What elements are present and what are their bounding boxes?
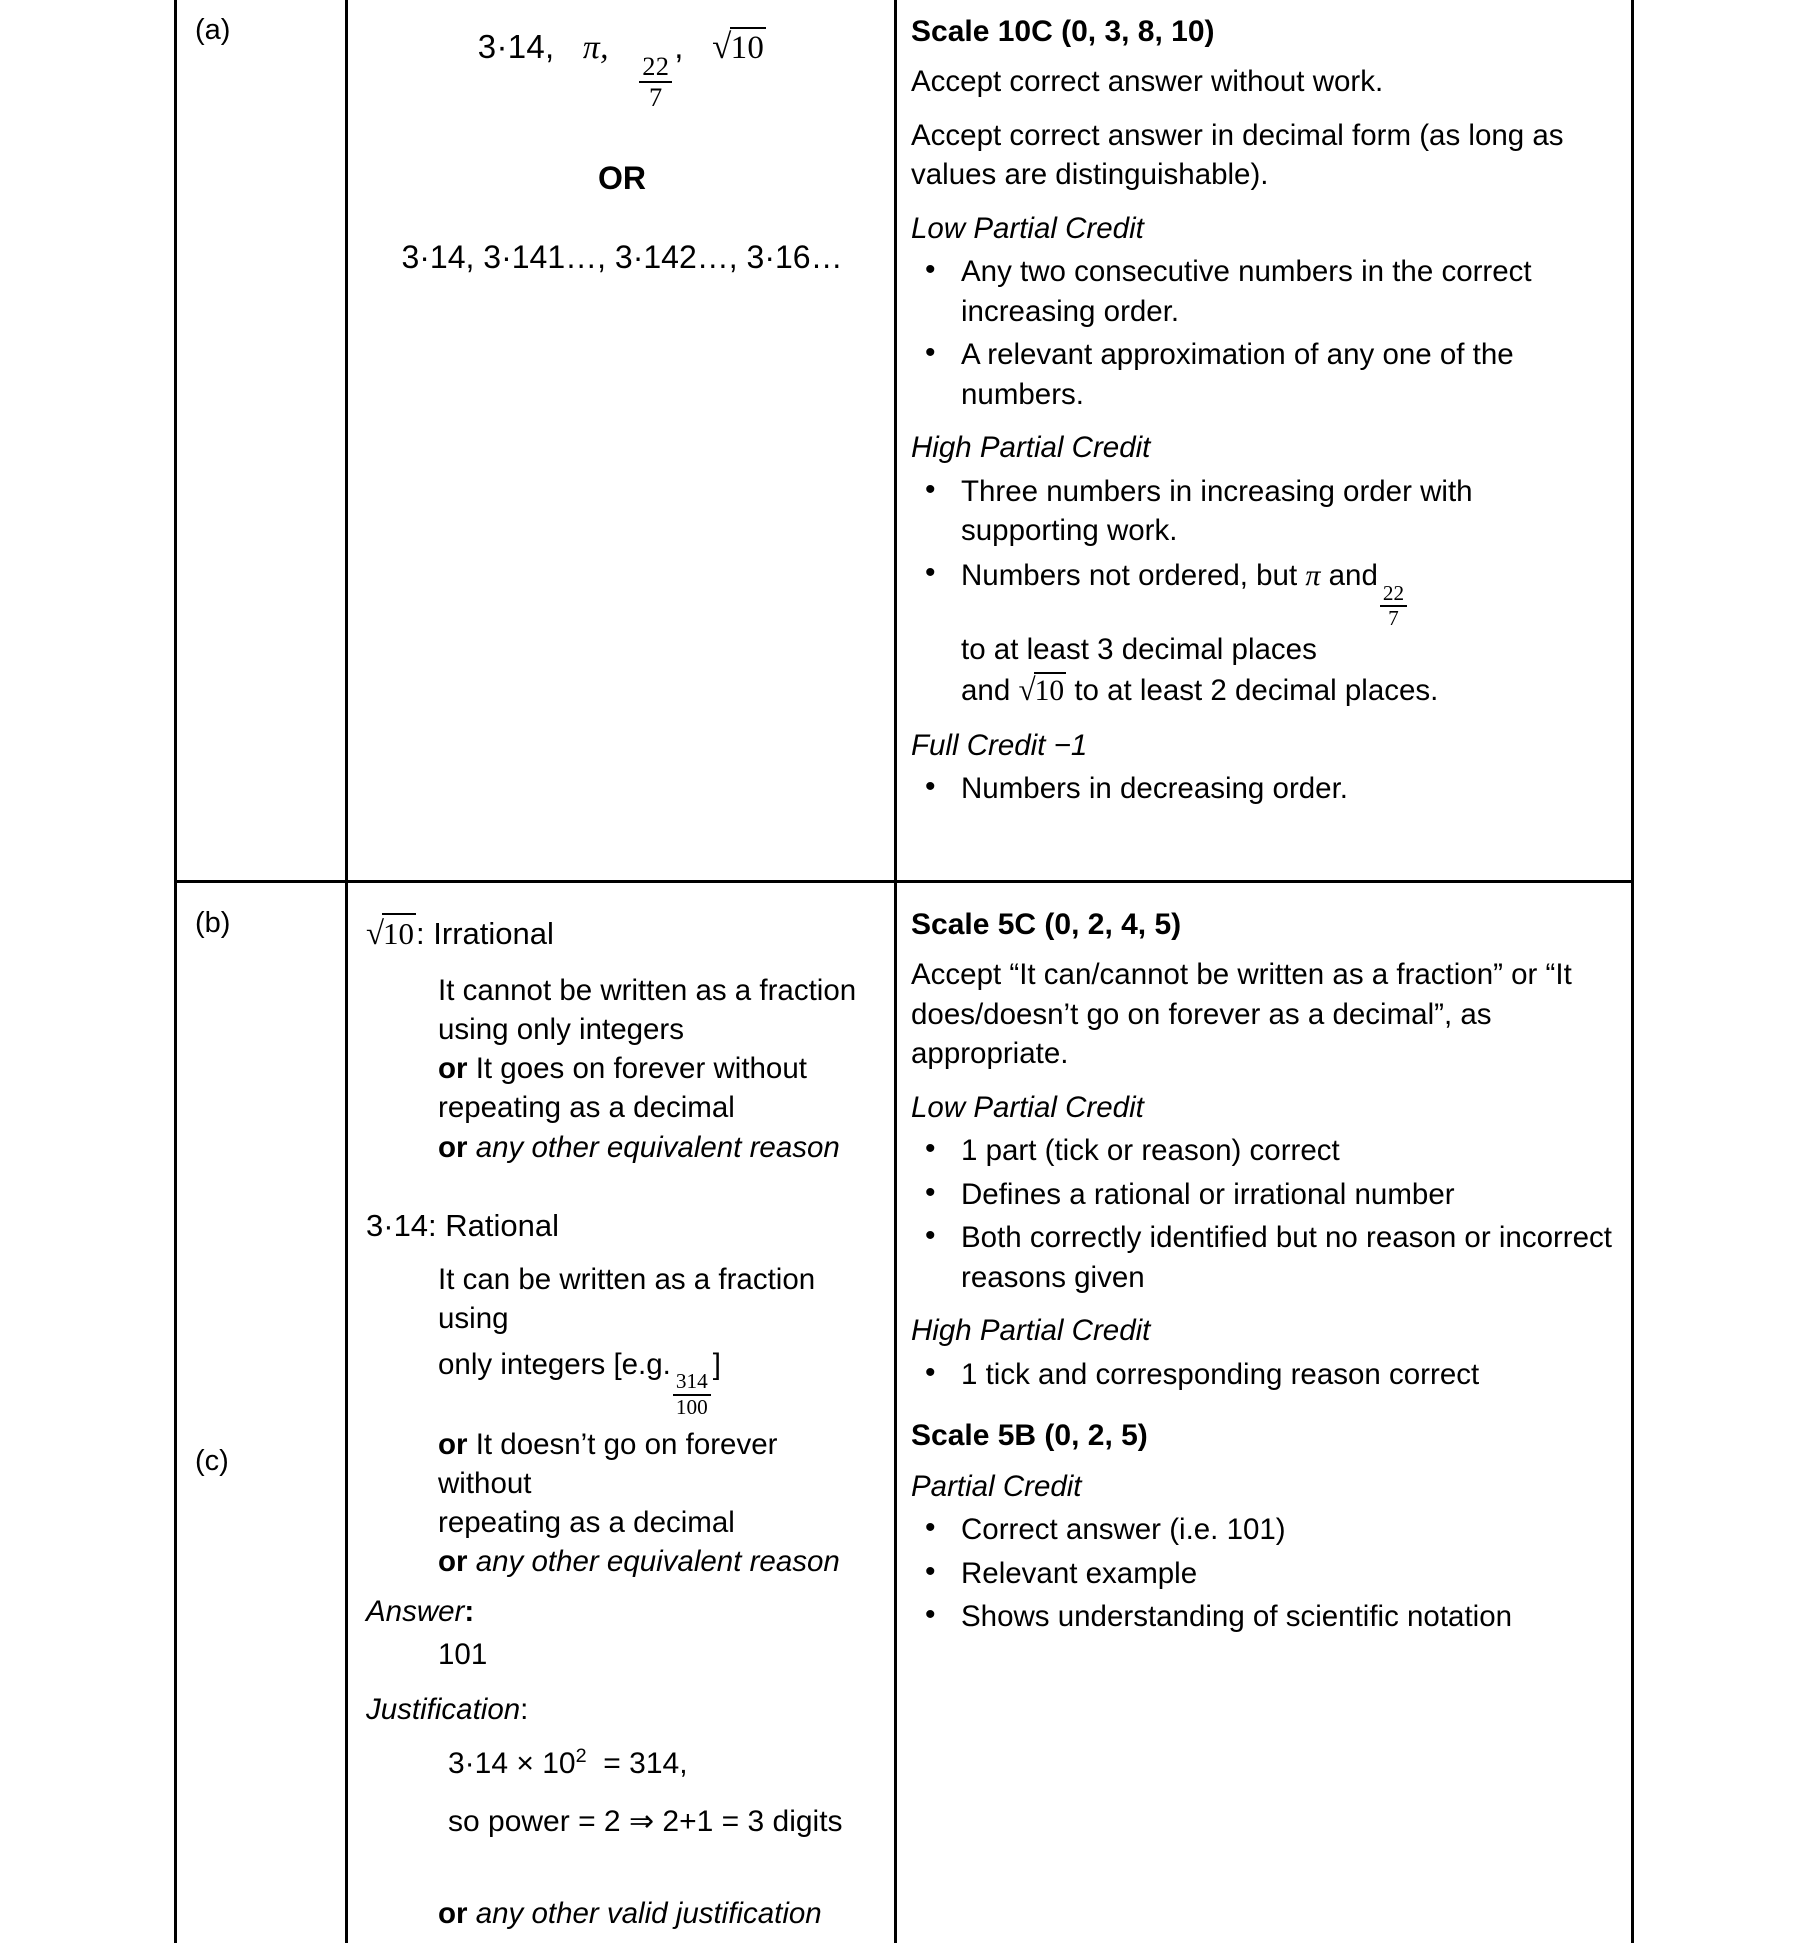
scheme-cell-a [897,0,1631,880]
hpc-b2-text-c-post: to at least 2 decimal places. [1074,674,1439,708]
scale-heading-a: Scale 10C (0, 3, 8, 10) [911,15,1215,48]
high-partial-credit-heading-a: High Partial Credit [911,431,1151,465]
reason-text: It goes on forever without [475,1052,807,1086]
radicand: 10 [730,27,767,66]
fraction-denominator: 7 [639,81,672,111]
or-connector: or [438,1545,468,1579]
hpc-b2-text-b: to at least 3 decimal places [961,632,1317,666]
full-credit-heading-a: Full Credit −1 [911,728,1088,762]
table-row-a [177,0,1631,880]
list-item: • Defines a rational or irrational number [911,1175,1617,1215]
radical-sign-icon: √ [712,27,732,66]
reason-line: using only integers [438,1012,684,1046]
answer-cell-a [348,0,897,880]
answer-c-power-line: so power = 2 ⇒ 2+1 = 3 digits [448,1805,843,1839]
list-item: • Any two consecutive numbers in the correct increasing order. [911,252,1617,331]
list-item: • Three numbers in increasing order with supporting work. [911,472,1617,551]
reason-text: any other equivalent reason [475,1130,840,1164]
list-item: • Correct answer (i.e. 101) [911,1510,1617,1550]
list-item: • 1 tick and corresponding reason correct [911,1355,1617,1395]
partial-credit-heading-c: Partial Credit [911,1469,1082,1503]
radical-sign-icon: √ [1018,672,1036,708]
radical-root-10 [712,24,766,71]
scheme-note-b-1: Accept “It can/cannot be written as a fraction” or “It does/doesn’t go on forever as a decimal”, as appropriate. [911,958,1572,1071]
reason-line [438,1049,878,1088]
answer-a-sequence [366,24,878,111]
list-item: • Relevant example [911,1554,1617,1594]
low-partial-credit-heading-b: Low Partial Credit [911,1090,1144,1124]
answer-b-term1-label: : Irrational [416,916,554,951]
pi-symbol: π [1305,557,1321,592]
hpc-b2-text-a: Numbers not ordered, but [961,558,1298,592]
list-item: • A relevant approximation of any one of the numbers. [911,335,1617,414]
part-label-b: (b) [195,907,231,939]
high-partial-credit-list-a [911,472,1617,712]
low-partial-credit-list-a [911,252,1617,414]
reason-line [438,1128,878,1167]
spacer [366,1167,878,1193]
high-partial-credit-heading-b: High Partial Credit [911,1314,1151,1348]
fraction-314-100 [673,1371,711,1418]
or-connector: or [438,1897,468,1931]
reason-line: It cannot be written as a fraction [438,973,857,1007]
list-item: • Shows understanding of scientific notation [911,1597,1617,1637]
answer-c-justification-label [366,1690,878,1729]
justification-label-colon: : [520,1693,529,1727]
or-connector: or [438,1052,468,1086]
hpc-b2-text-c-pre: and [961,674,1011,708]
reason-line: repeating as a decimal [438,1506,735,1540]
low-partial-credit-list-b [911,1131,1617,1297]
reason-line [438,1425,878,1503]
answer-b-term1-reasons [438,971,878,1167]
fraction-comma: , [674,28,684,65]
marking-scheme-table [174,0,1634,1943]
scheme-note-a-2: Accept correct answer in decimal form (as long as values are distinguishable). [911,118,1564,192]
reason-text: ] [712,1347,721,1381]
or-connector: or [438,1130,468,1164]
list-item: • Both correctly identified but no reason or incorrect reasons given [911,1218,1617,1297]
part-label-group-bc [177,883,348,1943]
reason-text: any other equivalent reason [475,1545,840,1579]
answer-label-colon: : [464,1594,475,1628]
answer-cell-bc [348,883,897,1943]
radical-root-10 [1018,669,1066,712]
fraction-denominator: 7 [1380,605,1407,630]
fraction-22-7 [639,53,672,111]
list-item: • Numbers in decreasing order. [911,769,1617,809]
part-label-a: (a) [177,0,348,880]
reason-line: It can be written as a fraction using [438,1263,816,1336]
fraction-numerator: 314 [675,1369,708,1394]
radical-root-10 [366,913,416,957]
list-item [911,555,1617,712]
list-item: • 1 part (tick or reason) correct [911,1131,1617,1171]
scheme-cell-bc [897,883,1631,1943]
answer-a-decimals: 3·14, 3·141…, 3·142…, 3·16… [401,238,843,275]
high-partial-credit-list-b [911,1355,1617,1395]
reason-line [438,1345,878,1419]
answer-b-term2-reasons [438,1260,878,1581]
radicand: 10 [1034,672,1067,707]
answer-c-alternative [438,1894,878,1933]
fraction-numerator: 22 [642,51,670,82]
partial-credit-list-c [911,1510,1617,1637]
radical-sign-icon: √ [366,916,385,952]
justification-label-text: Justification [366,1693,521,1727]
full-credit-list-a [911,769,1617,809]
or-connector: or [438,1427,468,1461]
fraction-denominator: 100 [673,1394,711,1419]
scale-heading-c: Scale 5B (0, 2, 5) [911,1419,1148,1453]
reason-line [438,1542,878,1581]
scheme-note-a-1: Accept correct answer without work. [911,65,1384,99]
answer-label-text: Answer [366,1594,465,1628]
hpc-b2-and: and [1328,558,1378,592]
answer-c-answer-label [366,1592,878,1631]
reason-line: repeating as a decimal [438,1091,735,1125]
pi-symbol: π, [582,29,609,66]
fraction-22-7 [1380,580,1407,631]
reason-text: It doesn’t go on forever without [438,1427,778,1500]
low-partial-credit-heading-a: Low Partial Credit [911,211,1144,245]
calc-pre: 3·14 × 10 [448,1747,576,1781]
answer-b-term1 [366,913,878,957]
reason-text: only integers [e.g. [438,1347,671,1381]
alternative-text: any other valid justification [475,1897,822,1931]
part-label-c: (c) [195,1445,229,1478]
table-row-bc [177,880,1631,1943]
fraction-numerator: 22 [1382,580,1405,605]
answer-a-or: OR [598,160,646,196]
radicand: 10 [382,913,416,951]
scale-heading-b: Scale 5C (0, 2, 4, 5) [911,908,1182,941]
answer-b-term2: 3·14: Rational [366,1207,560,1243]
calc-post: = 314, [603,1747,688,1781]
answer-a-first: 3·14, [477,28,555,65]
answer-c-calculation [448,1743,878,1784]
calc-exponent: 2 [575,1745,587,1768]
answer-c-value: 101 [438,1637,488,1671]
